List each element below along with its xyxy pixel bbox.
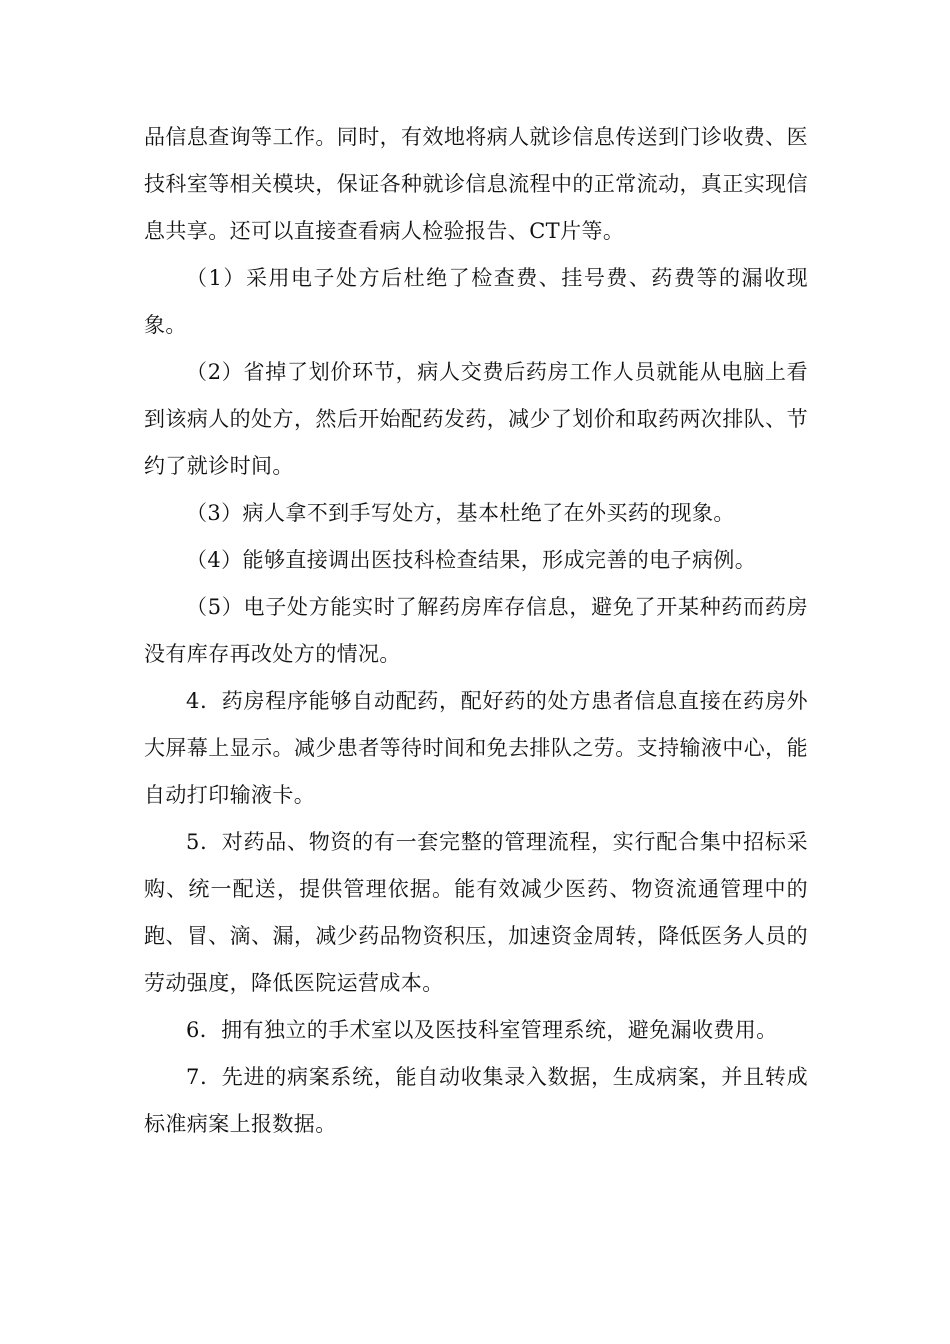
paragraph-point-6: 6．拥有独立的手术室以及医技科室管理系统，避免漏收费用。	[186, 1018, 778, 1042]
paragraph-item-3: （3）病人拿不到手写处方，基本杜绝了在外买药的现象。	[186, 501, 735, 525]
paragraph-item-2: （2）省掉了划价环节，病人交费后药房工作人员就能从电脑上看到该病人的处方，然后开始配药发药，减少了划价和取药两次排队、节约了就诊时间。	[144, 360, 808, 478]
document-body	[144, 114, 808, 1148]
paragraph-point-7: 7．先进的病案系统，能自动收集录入数据，生成病案，并且转成标准病案上报数据。	[144, 1065, 808, 1136]
paragraph-point-4: 4．药房程序能够自动配药，配好药的处方患者信息直接在药房外大屏幕上显示。减少患者等待时间和免去排队之劳。支持输液中心，能自动打印输液卡。	[144, 689, 808, 807]
paragraph-continuation: 品信息查询等工作。同时，有效地将病人就诊信息传送到门诊收费、医技科室等相关模块，保证各种就诊信息流程中的正常流动，真正实现信息共享。还可以直接查看病人检验报告、CT片等。	[144, 125, 808, 243]
paragraph-item-5: （5）电子处方能实时了解药房库存信息，避免了开某种药而药房没有库存再改处方的情况。	[144, 595, 808, 666]
paragraph-item-1: （1）采用电子处方后杜绝了检查费、挂号费、药费等的漏收现象。	[144, 266, 808, 337]
paragraph-item-4: （4）能够直接调出医技科检查结果，形成完善的电子病例。	[186, 548, 757, 572]
paragraph-point-5: 5．对药品、物资的有一套完整的管理流程，实行配合集中招标采购、统一配送，提供管理依据。能有效减少医药、物资流通管理中的跑、冒、滴、漏，减少药品物资积压，加速资金周转，降低医务人员的劳动强度，降低医院运营成本。	[144, 830, 808, 995]
